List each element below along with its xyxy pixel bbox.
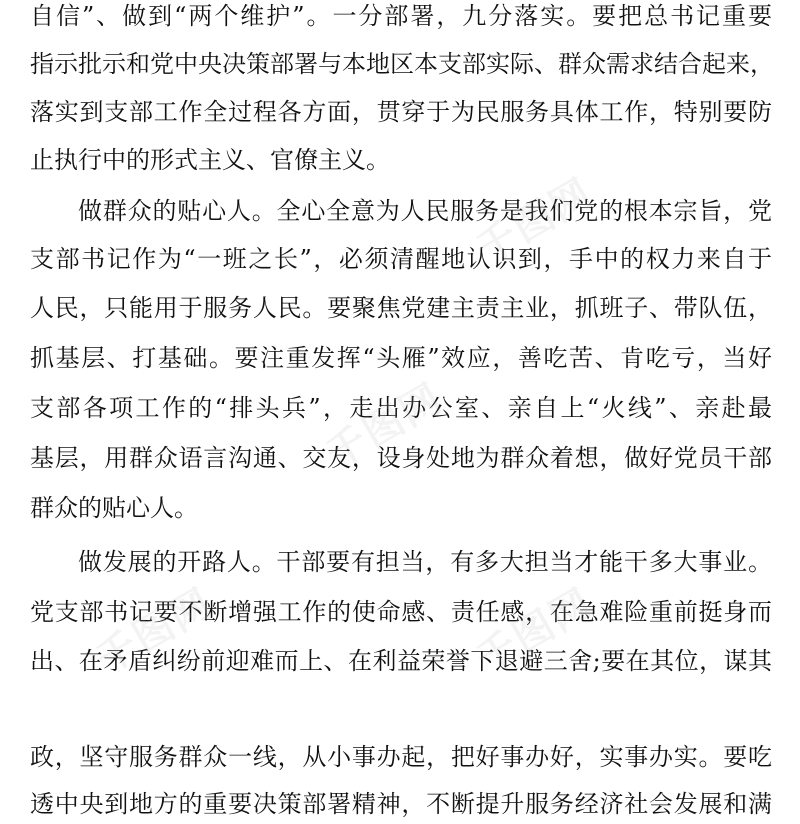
text-line: 支部书记作为“一班之长”，必须清醒地认识到，手中的权力来自于: [30, 245, 772, 273]
text-line: 群众的贴心人。: [30, 494, 198, 522]
text-line: 止执行中的形式主义、官僚主义。: [30, 146, 390, 174]
text-line: 落实到支部工作全过程各方面，贯穿于为民服务具体工作，特别要防: [30, 98, 772, 126]
text-line: 指示批示和党中央决策部署与本地区本支部实际、群众需求结合起来，: [30, 50, 774, 78]
text-line: 自信”、做到“两个维护”。一分部署，九分落实。要把总书记重要: [30, 2, 772, 30]
watermark: 千图网: [468, 170, 601, 273]
text-line: 出、在矛盾纠纷前迎难而上、在利益荣誉下退避三舍;要在其位，谋其: [30, 647, 772, 675]
watermark: 千图网: [318, 375, 451, 478]
text-line: 党支部书记要不断增强工作的使命感、责任感，在急难险重前挺身而: [30, 598, 772, 626]
text-line: 基层，用群众语言沟通、交友，设身处地为群众着想，做好党员干部: [30, 444, 772, 472]
paragraph-first-line: 做群众的贴心人。全心全意为人民服务是我们党的根本宗旨，党: [78, 197, 772, 225]
watermark: 千图网: [468, 580, 601, 683]
paragraph-first-line: 做发展的开路人。干部要有担当，有多大担当才能干多大事业。: [78, 548, 772, 576]
text-line: 政，坚守服务群众一线，从小事办起，把好事办好，实事办实。要吃: [30, 743, 772, 771]
watermark: 千图网: [88, 580, 221, 683]
text-line: 人民，只能用于服务人民。要聚焦党建主责主业，抓班子、带队伍，: [30, 294, 772, 322]
text-line: 透中央到地方的重要决策部署精神，不断提升服务经济社会发展和满: [30, 790, 772, 818]
text-line: 抓基层、打基础。要注重发挥“头雁”效应，善吃苦、肯吃亏，当好: [30, 344, 772, 372]
text-line: 支部各项工作的“排头兵”，走出办公室、亲自上“火线”、亲赴最: [30, 394, 772, 422]
